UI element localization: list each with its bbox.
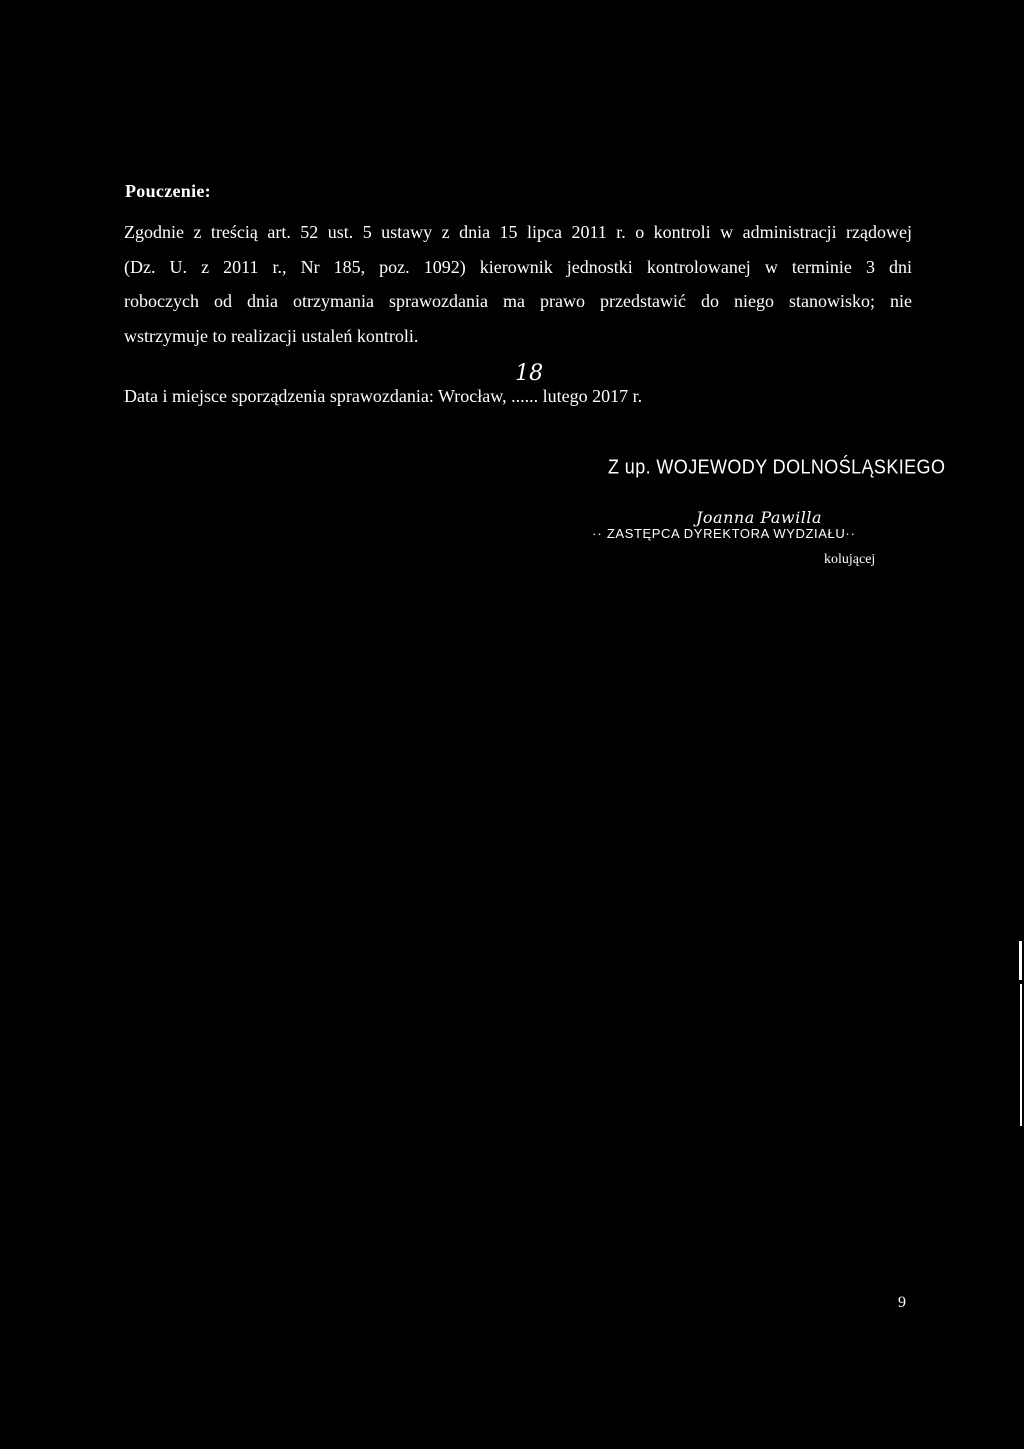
paragraph-line: wstrzymuje to realizacji ustaleń kontroli.: [124, 325, 419, 346]
report-date-place: [124, 361, 643, 407]
handwritten-day: 18: [515, 361, 544, 386]
stamp-organization: Z up. WOJEWODY DOLNOŚLĄSKIEGO: [608, 455, 946, 478]
stamp-leading-dots: ··: [592, 526, 603, 541]
edge-mark: [1020, 984, 1022, 1126]
paragraph-line: roboczych od dnia otrzymania sprawozdania ma prawo przedstawić do niego stanowisko; nie: [124, 291, 912, 311]
edge-mark: [1019, 941, 1022, 980]
instruction-paragraph: [124, 215, 912, 353]
stamp-role-title: ZASTĘPCA DYREKTORA WYDZIAŁU: [606, 526, 846, 541]
stamp-trailing-dots: ··: [845, 526, 857, 541]
handwritten-signature: Joanna Pawilla: [696, 508, 822, 527]
day-field: [511, 361, 544, 407]
instruction-heading: Pouczenie:: [125, 181, 211, 201]
page-number: 9: [898, 1294, 906, 1311]
stamp-subtitle: kolującej: [824, 552, 876, 567]
day-placeholder: ......: [511, 386, 539, 406]
date-prefix: Data i miejsce sporządzenia sprawozdania: Wrocław,: [124, 386, 512, 406]
paragraph-line: (Dz. U. z 2011 r., Nr 185, poz. 1092) kierownik jednostki kontrolowanej w terminie 3 dni: [124, 256, 912, 277]
date-suffix: lutego 2017 r.: [538, 386, 643, 406]
paragraph-line: Zgodnie z treścią art. 52 ust. 5 ustawy z dnia 15 lipca 2011 r. o kontroli w administracji rządowej: [124, 222, 912, 242]
stamp-role: [592, 526, 856, 541]
